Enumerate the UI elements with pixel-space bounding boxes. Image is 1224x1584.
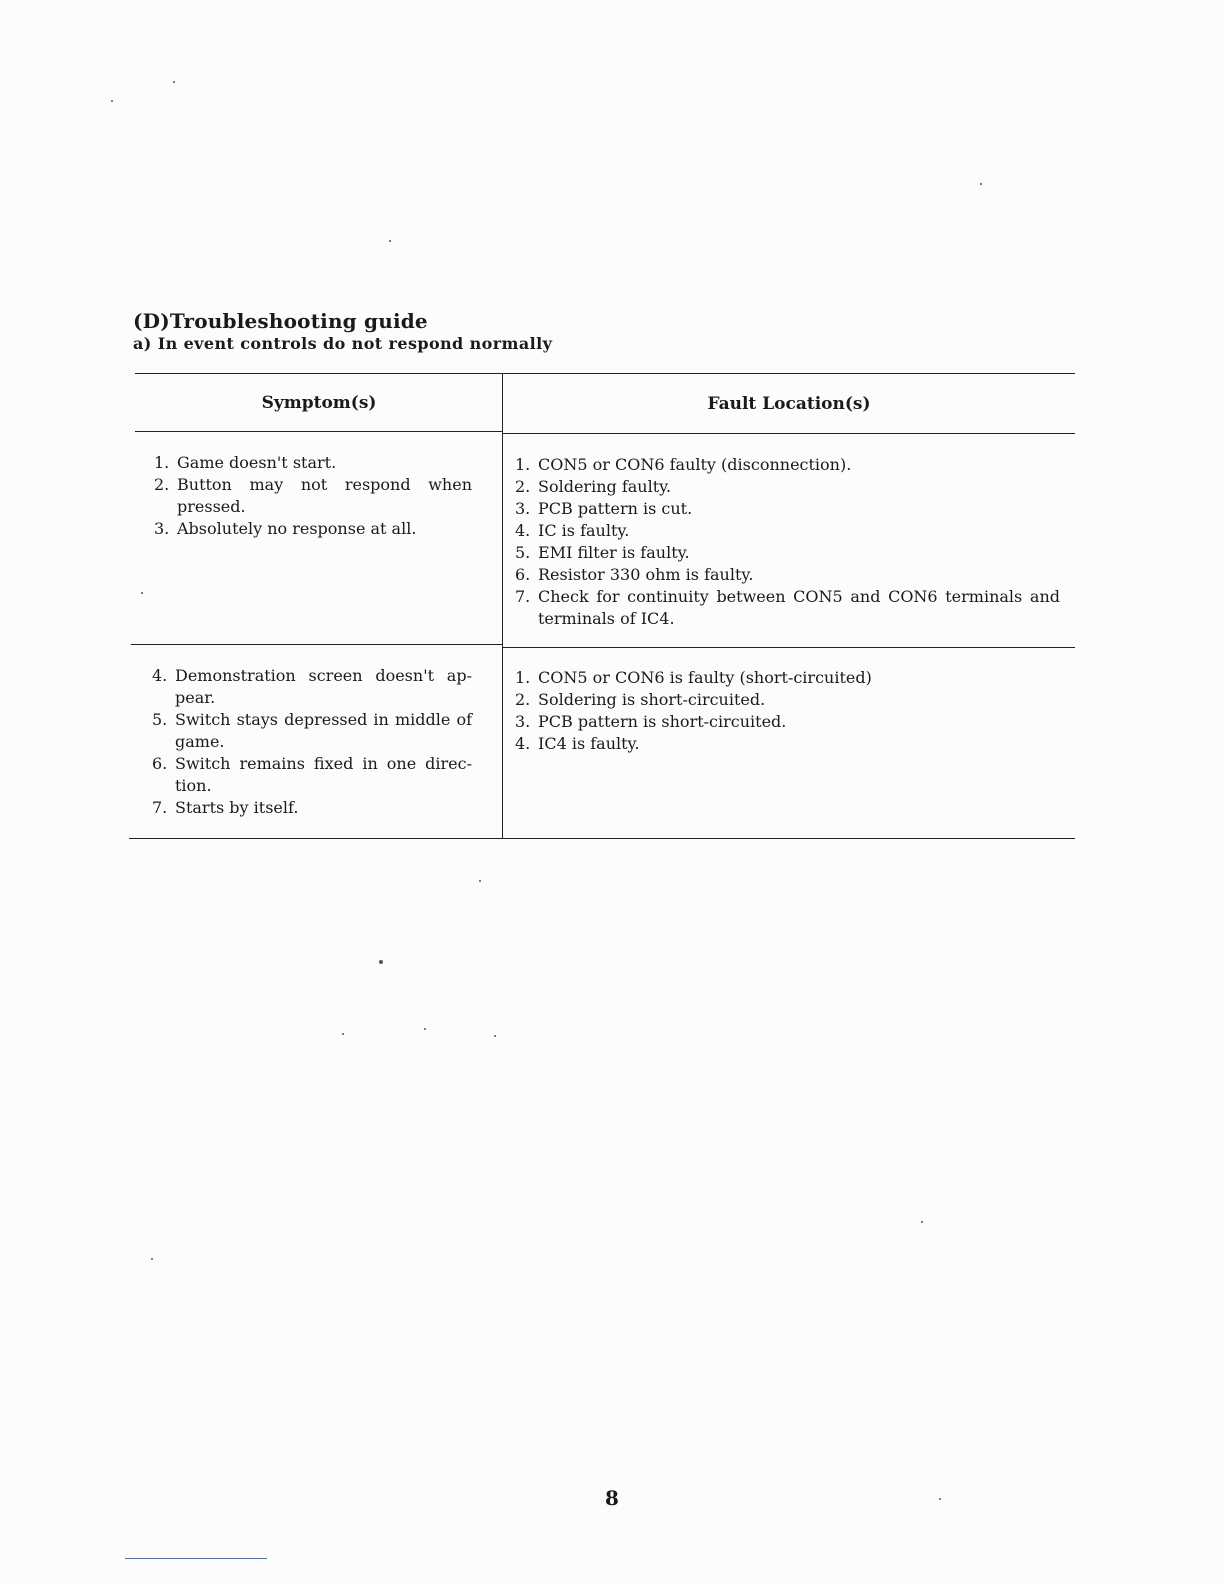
list-item [515,542,1060,564]
item-text: Resistor 330 ohm is faulty. [538,565,754,584]
list-item [152,665,472,709]
page-number: 8 [605,1486,619,1510]
list-item [515,689,1060,711]
item-number: 1. [515,668,531,687]
scan-speck [151,1258,153,1260]
item-text: EMI filter is faulty. [538,543,690,562]
faults-list-row-1 [515,454,1060,630]
item-number: 3. [515,499,531,518]
scan-speck [379,960,383,964]
faults-column-header: Fault Location(s) [707,394,871,414]
item-number: 3. [154,519,170,538]
scan-speck [342,1033,344,1035]
item-number: 2. [515,690,531,709]
item-number: 5. [152,710,168,729]
list-item [515,564,1060,586]
item-number: 4. [515,521,531,540]
row-divider-right [503,647,1075,648]
list-item [154,474,472,518]
section-title: (D)Troubleshooting guide [133,309,428,333]
item-number: 2. [154,475,170,494]
item-text: CON5 or CON6 faulty (disconnection). [538,455,852,474]
scan-speck [479,880,481,882]
bottom-edge-line [125,1558,267,1559]
item-text: CON5 or CON6 is faulty (short-circuited) [538,668,872,687]
symptoms-list-row-2 [152,665,472,819]
scan-speck [141,592,143,594]
item-number: 1. [154,453,170,472]
scan-speck [939,1498,941,1500]
item-number: 5. [515,543,531,562]
item-text: Soldering faulty. [538,477,672,496]
item-number: 1. [515,455,531,474]
list-item [515,454,1060,476]
list-item [515,733,1060,755]
list-item [515,667,1060,689]
faults-list-row-2 [515,667,1060,755]
section-subtitle: a) In event controls do not respond normally [133,334,553,353]
list-item [152,753,472,797]
list-item [154,518,472,540]
item-number: 4. [152,666,168,685]
item-text: Demonstration screen doesn't ap- pear. [175,666,472,707]
item-text: PCB pattern is short-circuited. [538,712,787,731]
item-text: Starts by itself. [175,798,299,817]
item-text: Check for continuity between CON5 and CON6 terminals and terminals of IC4. [538,587,1060,628]
list-item [515,711,1060,733]
list-item [152,709,472,753]
list-item [515,586,1060,630]
item-text: Button may not respond when pressed. [177,475,472,516]
item-text: Game doesn't start. [177,453,337,472]
scan-speck [424,1028,426,1030]
symptoms-column-header: Symptom(s) [261,393,377,413]
table-top-rule [135,373,1075,374]
header-bottom-rule-left [135,431,503,432]
list-item [515,476,1060,498]
item-text: PCB pattern is cut. [538,499,693,518]
scan-speck [389,240,391,242]
item-text: Switch stays depressed in middle of game. [175,710,472,751]
scan-speck [494,1035,496,1037]
item-text: Switch remains fixed in one direc- tion. [175,754,472,795]
list-item [154,452,472,474]
item-text: Soldering is short-circuited. [538,690,766,709]
item-text: Absolutely no response at all. [177,519,417,538]
item-number: 2. [515,477,531,496]
item-number: 6. [515,565,531,584]
list-item [515,498,1060,520]
symptoms-list-row-1 [154,452,472,540]
item-number: 4. [515,734,531,753]
scan-speck [111,100,113,102]
item-text: IC is faulty. [538,521,630,540]
scan-speck [980,183,982,185]
item-number: 7. [515,587,531,606]
list-item [515,520,1060,542]
scan-speck [921,1221,923,1223]
item-number: 3. [515,712,531,731]
column-divider [502,373,503,838]
list-item [152,797,472,819]
item-text: IC4 is faulty. [538,734,640,753]
table-bottom-rule [129,838,1075,839]
item-number: 7. [152,798,168,817]
scan-speck [173,81,175,83]
row-divider-left [131,644,503,645]
header-bottom-rule-right [503,433,1075,434]
item-number: 6. [152,754,168,773]
